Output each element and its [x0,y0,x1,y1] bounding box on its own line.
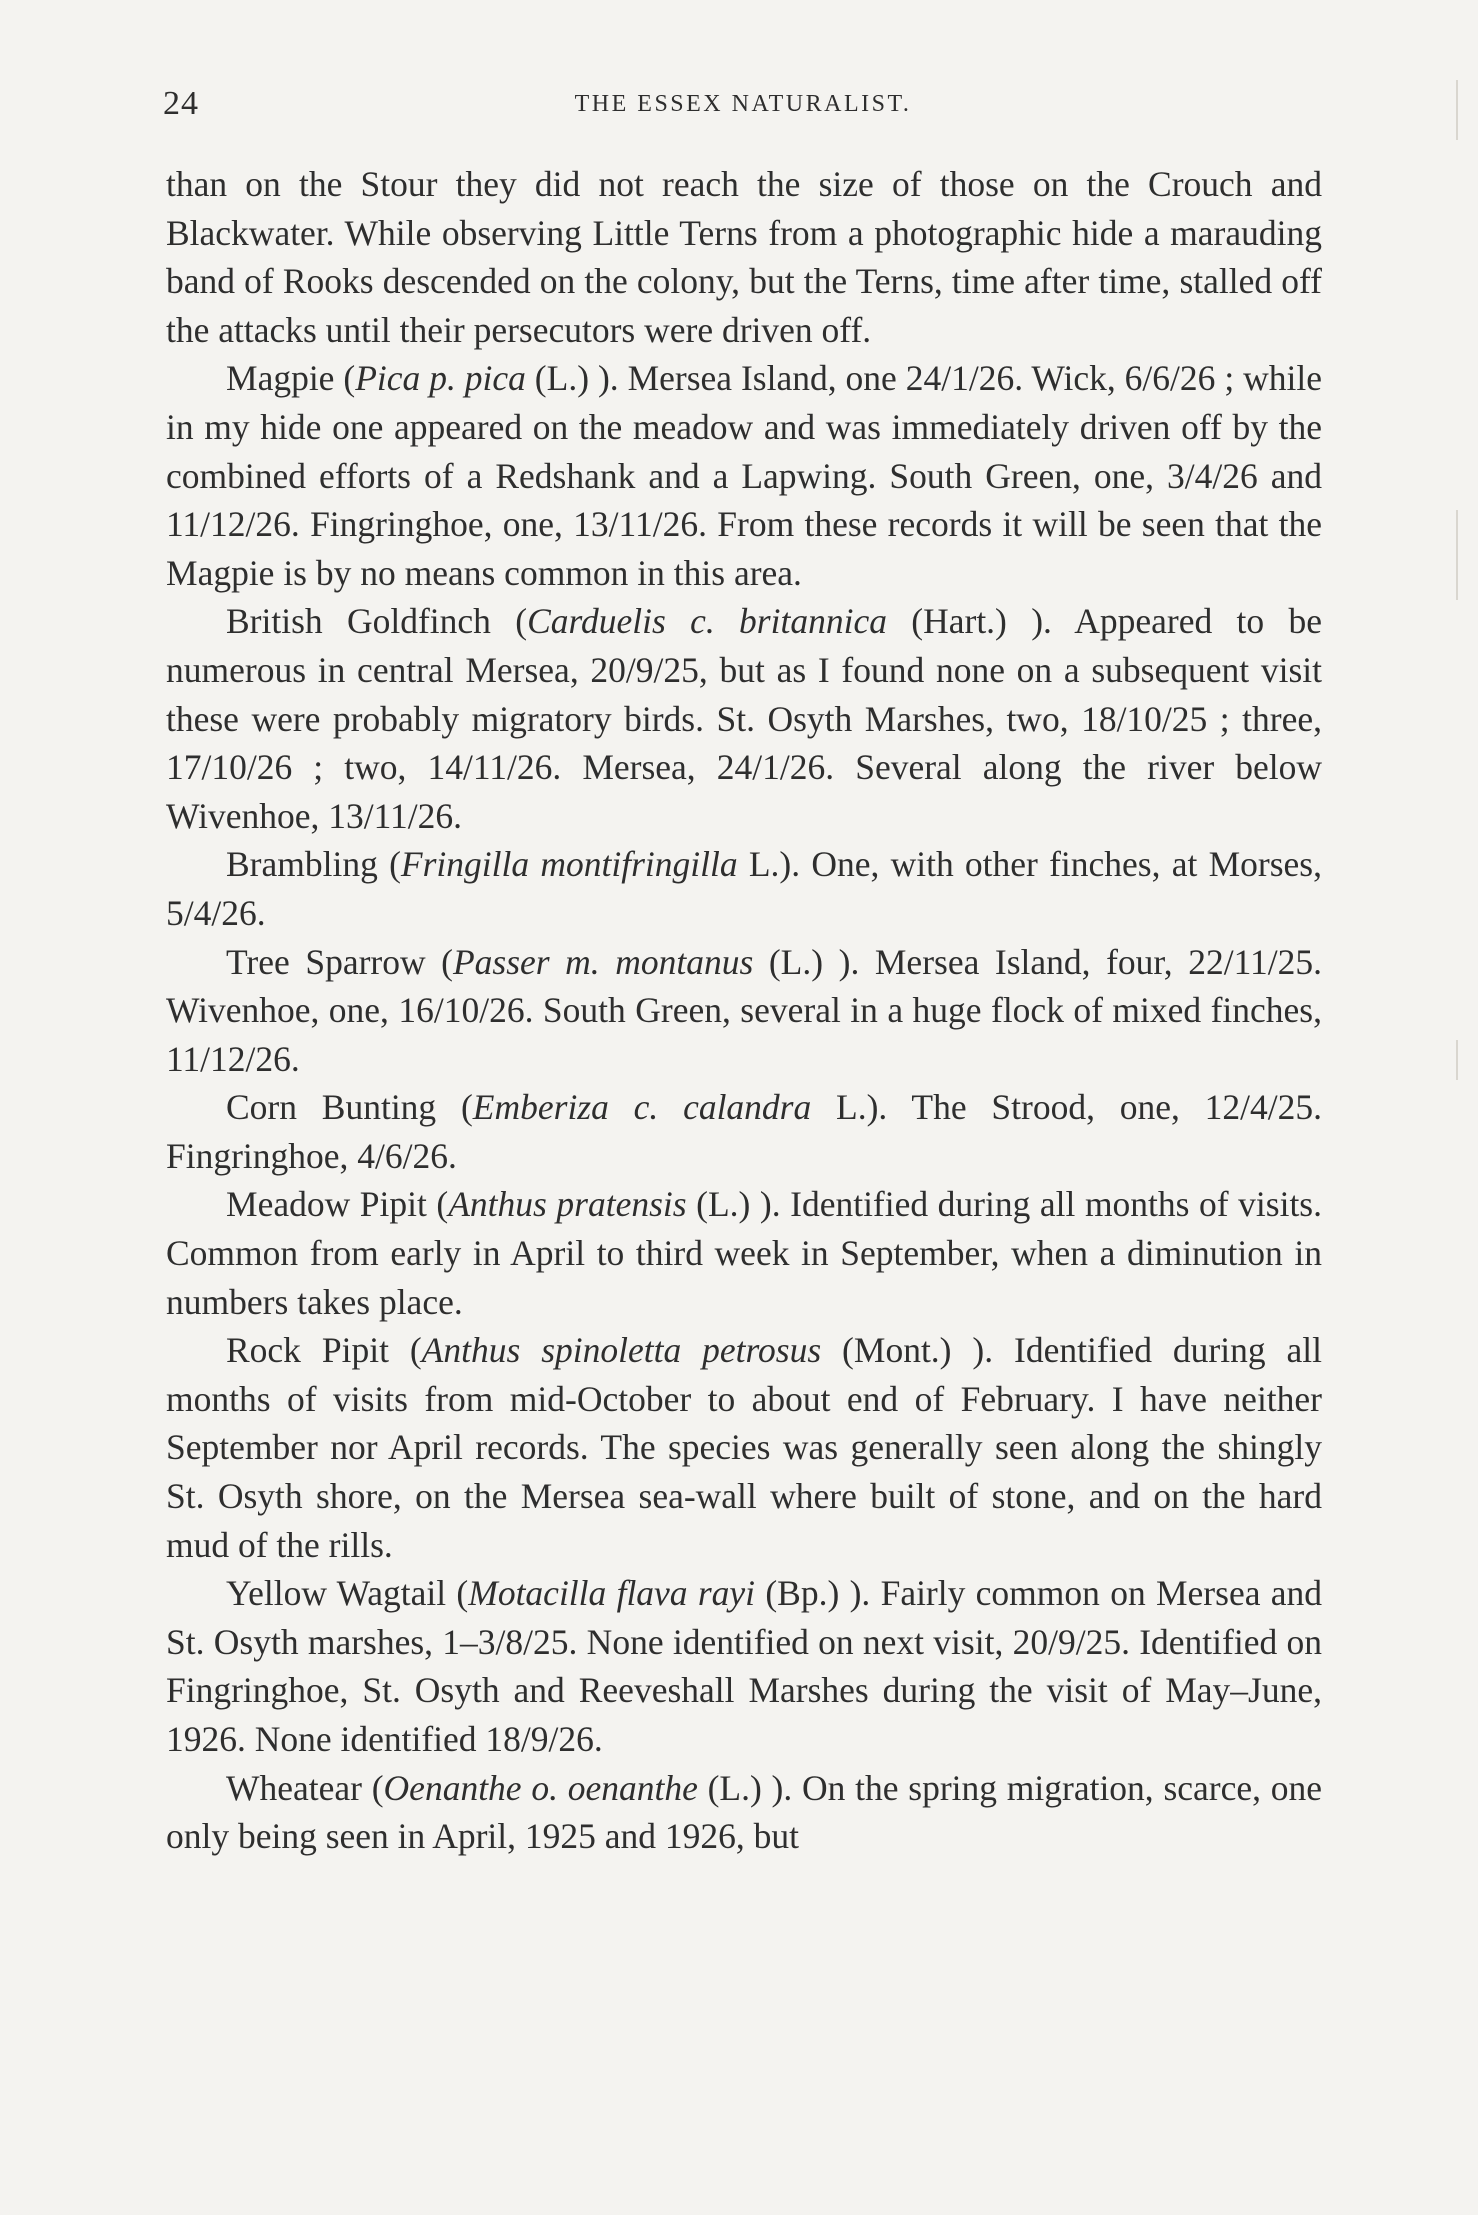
species-name: Passer m. montanus [452,941,754,982]
paragraph-text: (L.) ). On the spring migration, scarce, one only being seen in April, 1925 and 1926, but [166,1767,1322,1857]
paragraph-text: Yellow Wagtail ( [226,1573,469,1614]
paragraph-text: (L.) ). Identified during all months of visits. Common from early in April to third week in September, when a diminution in numbers takes place. [166,1184,1322,1322]
species-name: Pica p. pica [355,358,526,399]
paragraph-text: Magpie ( [226,358,356,399]
page-edge-mark [1456,1040,1458,1080]
paragraph-text: Wheatear ( [226,1767,384,1808]
species-name: Motacilla flava rayi [468,1573,756,1614]
paragraph-text: (Bp.) ). Fairly common on Mersea and St. Osyth marshes, 1–3/8/25. None identified on next visit, 20/9/25. Identified on Fingringhoe, St. Osyth and Reeveshall Marshes during the visit of May–June, 1926. None identified 18/9/26. [166,1573,1323,1759]
paragraph [166,1326,1322,1569]
paragraph [166,1569,1322,1763]
paragraph-text: Tree Sparrow ( [226,941,453,982]
page-edge-mark [1456,510,1458,600]
paragraph [166,160,1322,354]
paragraph-text: than on the Stour they did not reach the size of those on the Crouch and Blackwater. While observing Little Terns from a photographic hide a marauding band of Rooks descended on the colony, but the Terns, time after time, stalled off the attacks until their persecutors were driven off. [166,164,1322,350]
paragraph [166,1764,1322,1861]
body-text [166,160,1322,1861]
paragraph [166,354,1322,597]
paragraph-text: Corn Bunting ( [226,1087,473,1128]
paragraph [166,1083,1322,1180]
paragraph [166,938,1322,1084]
paragraph-text: (Hart.) ). Appeared to be numerous in central Mersea, 20/9/25, but as I found none on a subsequent visit these were probably migratory birds. St. Osyth Marshes, two, 18/10/25 ; three, 17/10/26 ; two, 14/11/26. Mersea, 24/1/26. Several along the river below Wivenhoe, 13/11/26. [166,601,1322,836]
paragraph-text: (Mont.) ). Identified during all months of visits from mid-October to about end of February. I have neither September nor April records. The species was generally seen along the shingly St. Osyth shore, on the Mersea sea-wall where built of stone, and on the hard mud of the rills. [166,1330,1323,1565]
paragraph-text: Brambling ( [226,844,401,885]
species-name: Anthus spinoletta petrosus [421,1330,822,1371]
species-name: Carduelis c. britannica [527,601,887,642]
journal-title: THE ESSEX NATURALIST. [574,91,912,117]
species-name: Anthus pratensis [448,1184,687,1225]
species-name: Emberiza c. calandra [472,1087,812,1128]
species-name: Oenanthe o. oenanthe [383,1767,698,1808]
paragraph-text: Meadow Pipit ( [226,1184,449,1225]
paragraph-text: (L.) ). Mersea Island, four, 22/11/25. Wivenhoe, one, 16/10/26. South Green, several in a huge flock of mixed finches, 11/12/26. [166,941,1323,1079]
paragraph [166,840,1322,937]
paragraph [166,1180,1322,1326]
paragraph-text: L.). One, with other finches, at Morses, 5/4/26. [166,844,1322,933]
page-number: 24 [163,85,199,122]
page-edge-mark [1456,80,1458,140]
running-head [163,84,1323,124]
paragraph-text: British Goldfinch ( [226,601,528,642]
paragraph [166,597,1322,840]
paragraph-text: Rock Pipit ( [226,1330,422,1371]
species-name: Fringilla montifringilla [400,844,738,885]
paragraph-text: L.). The Strood, one, 12/4/25. Fingringhoe, 4/6/26. [166,1087,1322,1176]
paragraph-text: (L.) ). Mersea Island, one 24/1/26. Wick, 6/6/26 ; while in my hide one appeared on the meadow and was immediately driven off by the combined efforts of a Redshank and a Lapwing. South Green, one, 3/4/26 and 11/12/26. Fingringhoe, one, 13/11/26. From these records it will be seen that the Magpie is by no means common in this area. [166,358,1322,593]
